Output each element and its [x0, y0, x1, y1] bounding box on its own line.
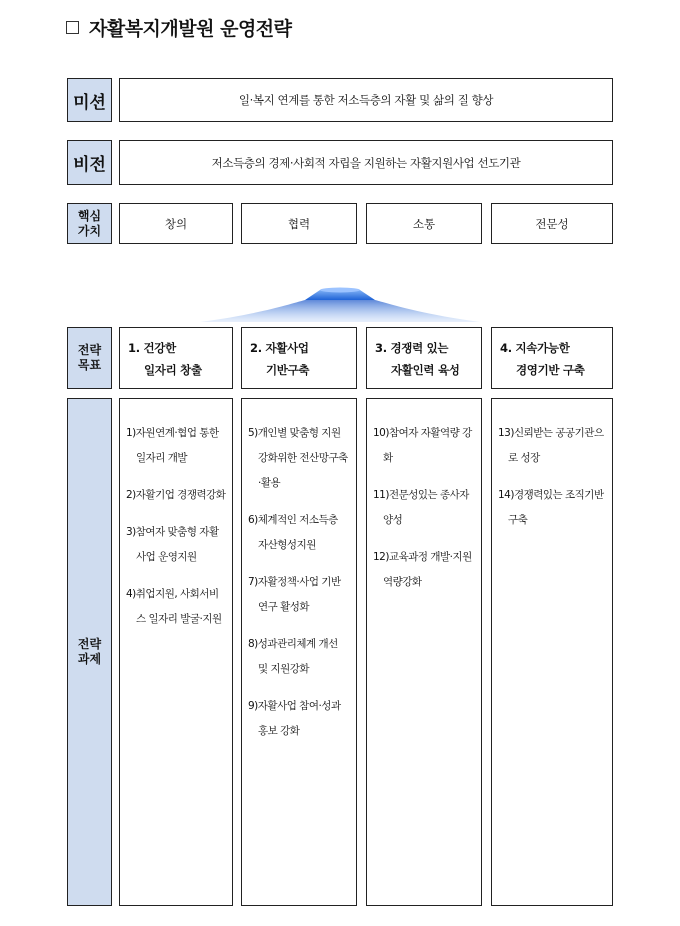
task-item: 5)개인별 맞춤형 지원 강화위한 전산망구축·활용: [248, 427, 348, 489]
goal-4: [491, 327, 613, 389]
task-item: 9)자활사업 참여·성과 홍보 강화: [248, 700, 341, 737]
task-item: 13)신뢰받는 공공기관으로 성장: [498, 427, 604, 464]
task-item: 10)참여자 자활역량 강화: [373, 427, 472, 464]
mission-text: 일·복지 연계를 통한 저소득층의 자활 및 삶의 질 향상: [119, 78, 613, 122]
mission-label: 미션: [67, 78, 112, 122]
goals-label-line1: 전략: [77, 343, 102, 357]
task-item: 3)참여자 맞춤형 자활 사업 운영지원: [126, 526, 219, 563]
goal-1-line2: 일자리 창출: [144, 363, 202, 377]
task-item: 11)전문성있는 종사자 양성: [373, 489, 469, 526]
goal-1: [119, 327, 233, 389]
core-value-2: 협력: [241, 203, 357, 244]
goal-3: [366, 327, 482, 389]
task-item: 2)자활기업 경쟁력강화: [126, 489, 226, 501]
task-column-2: [241, 398, 357, 906]
task-item: 6)체계적인 저소득층 자산형성지원: [248, 514, 338, 551]
goal-2-line1: 2. 자활사업: [250, 341, 309, 355]
core-value-3: 소통: [366, 203, 482, 244]
goal-4-line1: 4. 지속가능한: [500, 341, 570, 355]
goal-3-line2: 자활인력 육성: [391, 363, 460, 377]
task-item: 12)교육과정 개발·지원 역량강화: [373, 551, 472, 588]
checkbox-square-icon: [66, 21, 79, 34]
goals-label-line2: 목표: [77, 358, 102, 372]
task-item: 14)경쟁력있는 조직기반 구축: [498, 489, 604, 526]
task-column-3: [366, 398, 482, 906]
core-values-label: [67, 203, 112, 244]
task-column-1: [119, 398, 233, 906]
page-title-text: 자활복지개발원 운영전략: [89, 18, 292, 40]
task-column-4: [491, 398, 613, 906]
goals-label: [67, 327, 112, 389]
core-value-1: 창의: [119, 203, 233, 244]
goal-3-line1: 3. 경쟁력 있는: [375, 341, 449, 355]
task-item: 1)자원연계·협업 통한 일자리 개발: [126, 427, 219, 464]
vision-text: 저소득층의 경제·사회적 자립을 지원하는 자활지원사업 선도기관: [119, 140, 613, 185]
core-value-4: 전문성: [491, 203, 613, 244]
page-title: [66, 14, 292, 41]
vision-label: 비전: [67, 140, 112, 185]
tasks-label-line2: 과제: [77, 652, 102, 666]
up-arrow-graphic: [200, 284, 480, 324]
core-values-label-line2: 가치: [77, 223, 102, 238]
goal-2: [241, 327, 357, 389]
goal-4-line2: 경영기반 구축: [516, 363, 585, 377]
task-item: 7)자활정책·사업 기반 연구 활성화: [248, 576, 341, 613]
goal-2-line2: 기반구축: [266, 363, 310, 377]
tasks-label: [67, 398, 112, 906]
goal-1-line1: 1. 건강한: [128, 341, 176, 355]
task-item: 8)성과관리체계 개선 및 지원강화: [248, 638, 338, 675]
tasks-label-line1: 전략: [77, 637, 102, 651]
task-item: 4)취업지원, 사회서비스 일자리 발굴·지원: [126, 588, 222, 625]
core-values-label-line1: 핵심: [77, 208, 102, 223]
